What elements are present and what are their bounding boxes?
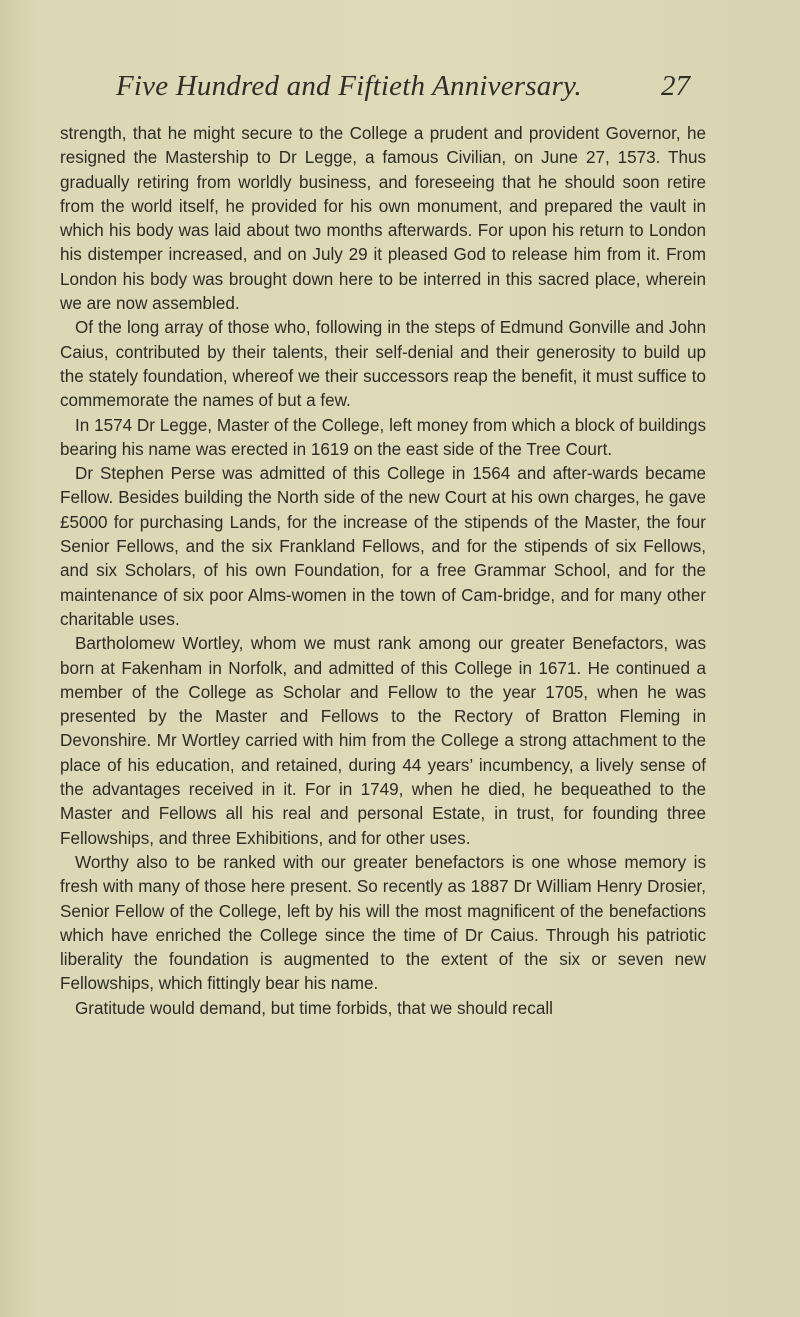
body-text (60, 122, 706, 1021)
running-head: Five Hundred and Fiftieth Anniversary. (116, 70, 582, 102)
page-number: 27 (661, 70, 690, 102)
paragraph: strength, that he might secure to the College a prudent and provident Governor, he resigned the Mastership to Dr Legge, a famous Civilian, on June 27, 1573. Thus gradually retiring from worldly business, and foreseeing that he should soon retire from the world itself, he provided for his own monument, and prepared the vault in which his body was laid about two months afterwards. For upon his return to London his distemper increased, and on July 29 it pleased God to release him from it. From London his body was brought down here to be interred in this sacred place, wherein we are now assembled. (60, 124, 706, 314)
paragraph: Worthy also to be ranked with our greater benefactors is one whose memory is fresh with many of those here present. So recently as 1887 Dr William Henry Drosier, Senior Fellow of the College, left by his will the most magnificent of the benefactions which have enriched the College since the time of Dr Caius. Through his patriotic liberality the foundation is augmented to the extent of the six or seven new Fellowships, which fittingly bear his name. (60, 852, 706, 994)
paragraph: Bartholomew Wortley, whom we must rank among our greater Benefactors, was born at Fakenham in Norfolk, and admitted of this College in 1671. He continued a member of the College as Scholar and Fellow to the year 1705, when he was presented by the Master and Fellows to the Rectory of Bratton Fleming in Devonshire. Mr Wortley carried with him from the College a strong attachment to the place of his education, and retained, during 44 years’ incumbency, a lively sense of the advantages received in it. For in 1749, when he died, he bequeathed to the Master and Fellows all his real and personal Estate, in trust, for founding three Fellowships, and three Exhibitions, and for other uses. (60, 634, 706, 848)
paragraph: Gratitude would demand, but time forbids, that we should recall (75, 998, 553, 1018)
paragraph: Of the long array of those who, following in the steps of Edmund Gonville and John Caius, contributed by their talents, their self-denial and their generosity to build up the stately foundation, whereof we their successors reap the benefit, it must suffice to commemorate the names of but a few. (60, 318, 706, 411)
paragraph: Dr Stephen Perse was admitted of this College in 1564 and after-wards became Fellow. Besides building the North side of the new Court at his own charges, he gave £5000 for purchasing Lands, for the increase of the stipends of the Master, the four Senior Fellows, and the six Frankland Fellows, and for the stipends of six Fellows, and six Scholars, of his own Foundation, for a free Grammar School, and for the maintenance of six poor Alms-women in the town of Cam-bridge, and for many other charitable uses. (60, 464, 706, 629)
page-header (116, 70, 690, 110)
paragraph: In 1574 Dr Legge, Master of the College, left money from which a block of buildings bearing his name was erected in 1619 on the east side of the Tree Court. (60, 415, 706, 459)
